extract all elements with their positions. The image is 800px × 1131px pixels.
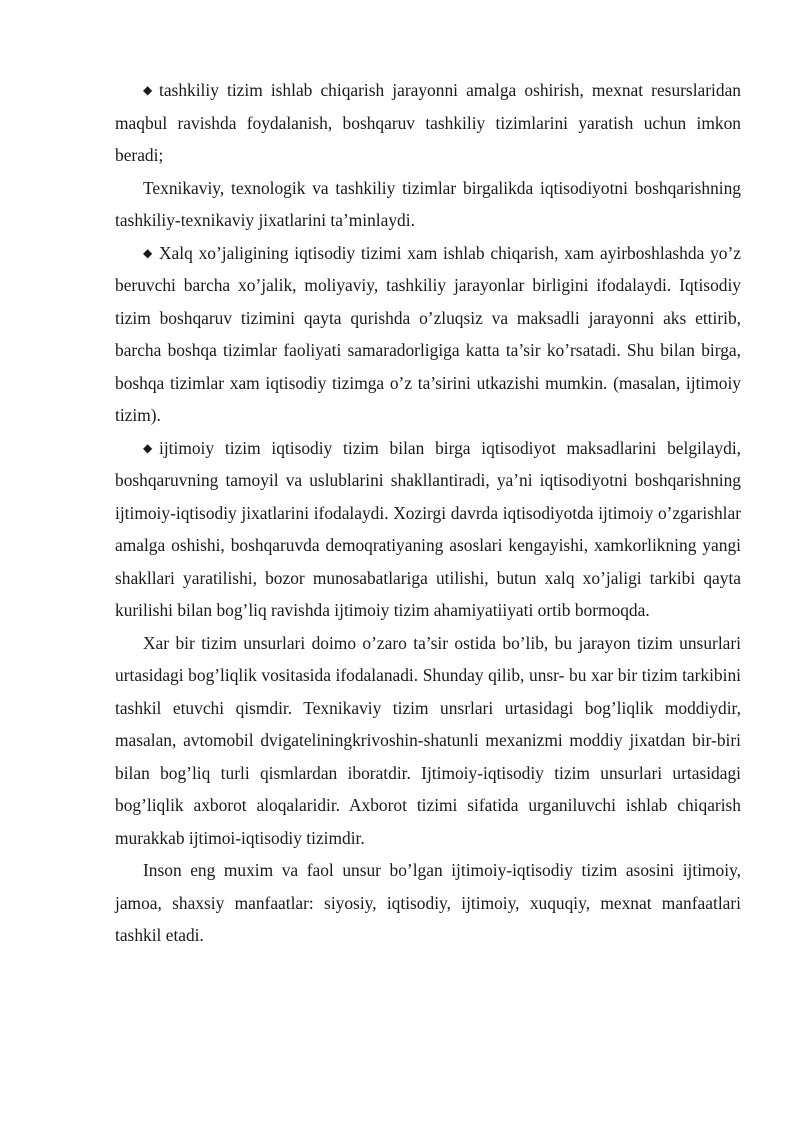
paragraph-text: Texnikaviy, texnologik va tashkiliy tizimlar birgalikda iqtisodiyotni boshqarishning tashkiliy-texnikaviy jixatlarini ta’minlaydi. bbox=[115, 177, 741, 230]
paragraph-2 bbox=[115, 172, 741, 237]
paragraph-5 bbox=[115, 627, 741, 855]
paragraph-bullet-1 bbox=[115, 74, 741, 172]
paragraph-bullet-3 bbox=[115, 237, 741, 432]
diamond-bullet-icon: ◆ bbox=[143, 440, 153, 455]
paragraph-text: Inson eng muxim va faol unsur bo’lgan ijtimoiy-iqtisodiy tizim asosini ijtimoiy, jamoa, shaxsiy manfaatlar: siyosiy, iqtisodiy, ijtimoiy, xuquqiy, mexnat manfaatlari tashkil etadi. bbox=[115, 860, 741, 945]
paragraph-text: Xar bir tizim unsurlari doimo o’zaro ta’sir ostida bo’lib, bu jarayon tizim unsurlari urtasidagi bog’liqlik vositasida ifodalanadi. Shunday qilib, unsr- bu xar bir tizim tarkibini tashkil etuvchi qismdir. Texnikaviy tizim unsrlari urtasidagi bog’liqlik moddiydir, masalan, avtomobil dvigateliningkrivoshin-shatunli mexanizmi moddiy jixatdan bir-biri bilan bog’liq turli qismlardan iboratdir. Ijtimoiy-iqtisodiy tizim unsurlari urtasidagi bog’liqlik axborot aloqalaridir. Axborot tizimi sifatida urganiluvchi ishlab chiqarish murakkab ijtimoi-iqtisodiy tizimdir. bbox=[115, 632, 741, 848]
paragraph-text: Xalq xo’jaligining iqtisodiy tizimi xam ishlab chiqarish, xam ayirboshlashda yo’z beruvchi barcha xo’jalik, moliyaviy, tashkiliy jarayonlar birligini ifodalaydi. Iqtisodiy tizim boshqaruv tizimini qayta qurishda o’zluqsiz va maksadli jarayonni aks ettirib, barcha boshqa tizimlar faoliyati samaradorligiga katta ta’sir ko’rsatadi. Shu bilan birga, boshqa tizimlar xam iqtisodiy tizimga o’z ta’sirini utkazishi mumkin. (masalan, ijtimoiy tizim). bbox=[115, 242, 741, 425]
paragraph-bullet-4 bbox=[115, 432, 741, 627]
paragraph-6 bbox=[115, 854, 741, 952]
diamond-bullet-icon: ◆ bbox=[143, 83, 153, 97]
diamond-bullet-icon: ◆ bbox=[143, 245, 153, 260]
paragraph-text: tashkiliy tizim ishlab chiqarish jarayonni amalga oshirish, mexnat resurslaridan maqbul ravishda foydalanish, boshqaruv tashkiliy tizimlarini yaratish uchun imkon beradi; bbox=[115, 80, 741, 165]
document-page bbox=[115, 74, 741, 952]
paragraph-text: ijtimoiy tizim iqtisodiy tizim bilan birga iqtisodiyot maksadlarini belgilaydi, boshqaruvning tamoyil va uslublarini shakllantiradi, ya’ni iqtisodiyotni boshqarishning ijtimoiy-iqtisodiy jixatlarini ifodalaydi. Xozirgi davrda iqtisodiyotda ijtimoiy o’zgarishlar amalga oshishi, boshqaruvda demoqratiyaning asoslari kengayishi, xamkorlikning yangi shakllari yaratilishi, bozor munosabatlariga utilishi, butun xalq xo’jaligi tarkibi qayta kurilishi bilan bog’liq ravishda ijtimoiy tizim ahamiyatiiyati ortib bormoqda. bbox=[115, 437, 741, 620]
